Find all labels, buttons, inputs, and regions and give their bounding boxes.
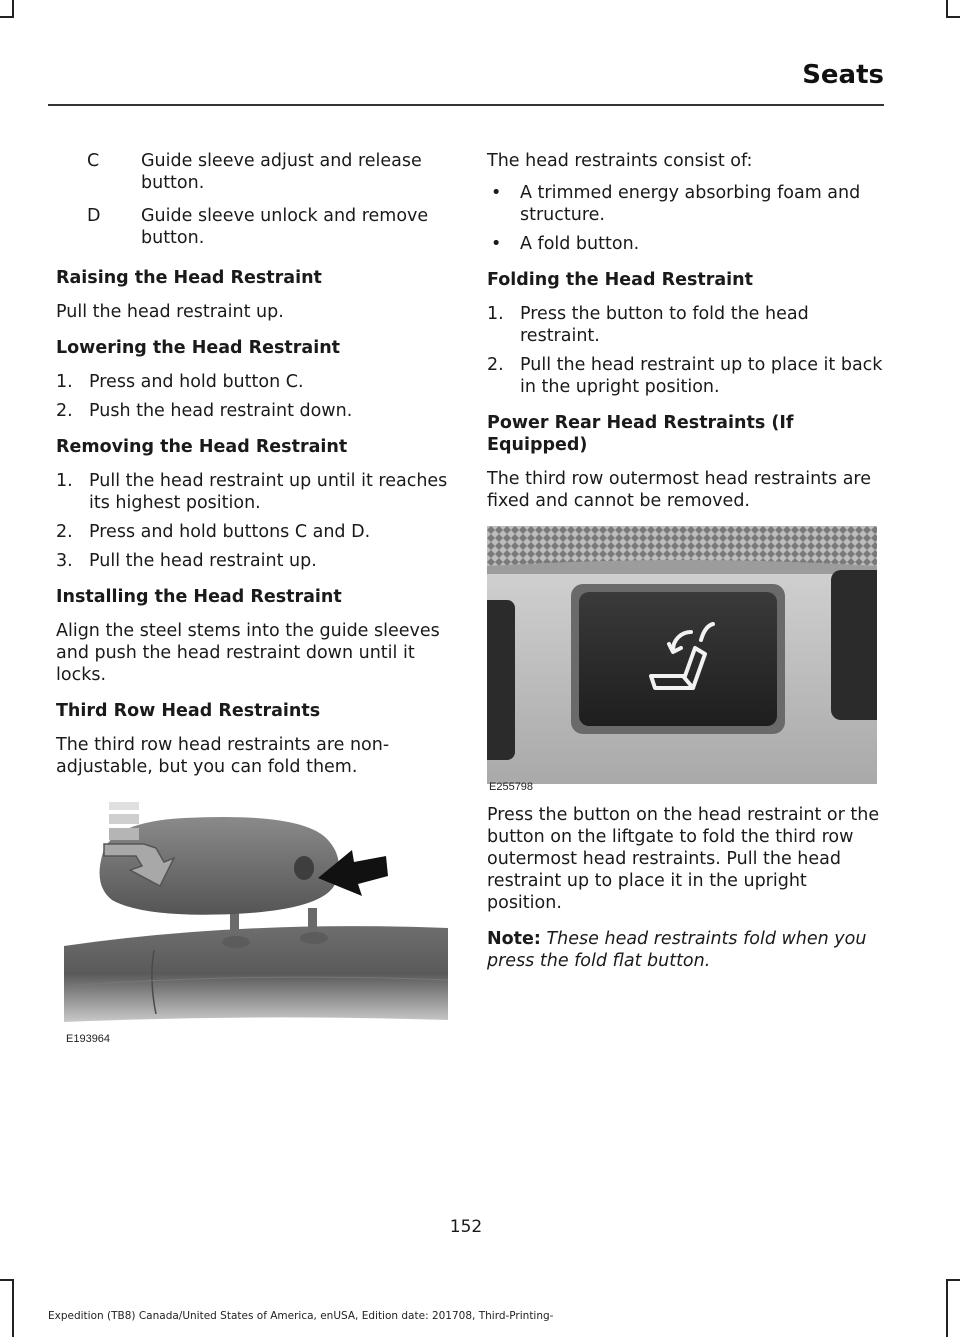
list-text: Pull the head restraint up. — [89, 551, 317, 571]
header-divider — [48, 104, 884, 106]
list-text: Press the button to fold the head restraint. — [520, 304, 809, 346]
crop-mark — [0, 1279, 14, 1281]
list-text: A trimmed energy absorbing foam and structure. — [520, 183, 861, 225]
list-number: 1. — [56, 471, 73, 491]
crop-mark — [12, 1279, 14, 1337]
definition-text: Guide sleeve unlock and remove button. — [141, 206, 429, 248]
section-heading: Power Rear Head Restraints (If Equipped) — [487, 413, 794, 455]
list-number: 2. — [487, 355, 504, 375]
list-number: 2. — [56, 401, 73, 421]
fold-button-photo — [487, 526, 887, 793]
definition-key: D — [87, 206, 101, 226]
section-heading: Removing the Head Restraint — [56, 437, 348, 457]
paragraph: Press the button on the head restraint or the button on the liftgate to fold the third row outermost head restraints. Pull the head restraint up to place it in the upright position. — [487, 805, 880, 913]
list-text: Pull the head restraint up to place it back in the upright position. — [520, 355, 883, 397]
crop-mark — [0, 16, 14, 18]
paragraph: The third row head restraints are non-adjustable, but you can fold them. — [56, 735, 390, 777]
definition-key: C — [87, 151, 100, 171]
page-title: Seats — [802, 60, 884, 90]
definition-text: Guide sleeve adjust and release button. — [141, 151, 422, 193]
figure-code: E255798 — [489, 781, 534, 793]
list-number: 1. — [56, 372, 73, 392]
definition-row — [56, 150, 454, 194]
list-text: Press and hold buttons C and D. — [89, 522, 371, 542]
crop-mark — [946, 16, 960, 18]
list-item — [487, 233, 887, 255]
bullet-mark: • — [491, 183, 502, 203]
definition-row — [56, 205, 454, 249]
crop-mark — [946, 1279, 948, 1337]
list-text: Push the head restraint down. — [89, 401, 353, 421]
fold-button-illustration — [487, 526, 877, 784]
list-item — [56, 550, 454, 572]
page-number: 152 — [449, 1217, 483, 1237]
list-text: Pull the head restraint up until it reaches its highest position. — [89, 471, 448, 513]
list-item — [487, 182, 887, 226]
right-column — [487, 150, 887, 986]
crop-mark — [946, 1279, 960, 1281]
head-restraint-illustration — [64, 800, 448, 1044]
paragraph: Pull the head restraint up. — [56, 302, 284, 322]
list-item — [487, 303, 887, 347]
list-number: 3. — [56, 551, 73, 571]
list-text: Press and hold button C. — [89, 372, 304, 392]
list-text: A fold button. — [520, 234, 640, 254]
ordered-list — [56, 470, 454, 572]
list-item — [56, 371, 454, 393]
note-label: Note: — [487, 929, 541, 949]
list-number: 2. — [56, 522, 73, 542]
bullet-mark: • — [491, 234, 502, 254]
footer-text: Expedition (TB8) Canada/United States of America, enUSA, Edition date: 201708, Third-Printing- — [48, 1310, 554, 1322]
list-item — [56, 521, 454, 543]
section-heading: Lowering the Head Restraint — [56, 338, 341, 358]
section-heading: Folding the Head Restraint — [487, 270, 753, 290]
section-heading: Installing the Head Restraint — [56, 587, 342, 607]
bullet-list — [487, 182, 887, 255]
note-text: These head restraints fold when you press the fold flat button. — [487, 929, 867, 971]
list-number: 1. — [487, 304, 504, 324]
list-item — [487, 354, 887, 398]
paragraph: The head restraints consist of: — [487, 151, 753, 171]
head-restraint-fold-illustration — [64, 800, 454, 1044]
note — [487, 928, 887, 972]
paragraph: Align the steel stems into the guide sleeves and push the head restraint down until it locks. — [56, 621, 440, 685]
left-column — [56, 150, 454, 1058]
list-item — [56, 470, 454, 514]
paragraph: The third row outermost head restraints are fixed and cannot be removed. — [487, 469, 872, 511]
list-item — [56, 400, 454, 422]
ordered-list — [487, 303, 887, 398]
section-heading: Raising the Head Restraint — [56, 268, 322, 288]
figure-code: E193964 — [66, 1033, 111, 1045]
section-heading: Third Row Head Restraints — [56, 701, 321, 721]
ordered-list — [56, 371, 454, 422]
